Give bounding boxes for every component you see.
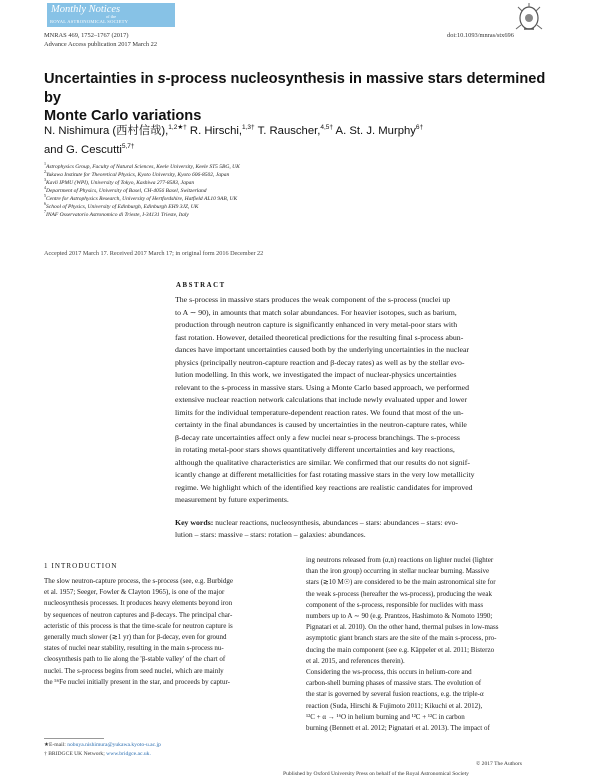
- affil-num: 7: [44, 209, 46, 214]
- affil-text: INAF Osservatorio Astronomico di Trieste, I-34131 Trieste, Italy: [46, 211, 189, 218]
- body-line: than the iron group) occurring in stellar nuclear burning. Massive: [306, 567, 490, 576]
- affil-text: Centre for Astrophysics Research, University of Hertfordshire, Hatfield AL10 9AB, UK: [46, 195, 238, 202]
- abstract-line: production through neutron capture is significantly enhanced in very metal-poor stars with: [175, 320, 458, 329]
- footnote-divider: [44, 738, 104, 739]
- body-line: acteristic of this process is that the time-scale for neutron capture is: [44, 621, 233, 630]
- author-name: and G. Cescutti: [44, 144, 122, 156]
- affil-num: 5: [44, 193, 46, 198]
- affil-num: 3: [44, 177, 46, 182]
- author-sup: 5,7†: [121, 143, 135, 151]
- body-line: by sequences of neutron captures and β-decays. The principal char-: [44, 610, 233, 619]
- body-line: generally much slower (≳1 yr) than for β-decay, even for ground: [44, 633, 227, 642]
- affil-text: Kavli IPMU (WPI), University of Tokyo, Kashiwa 277-8583, Japan: [46, 179, 195, 186]
- affiliation: [44, 208, 374, 219]
- email-label: ★E-mail:: [44, 742, 68, 748]
- body-line: burning (Bennett et al. 2012; Pignatari et al. 2013). The impact of: [306, 724, 490, 733]
- title-italic: s: [157, 71, 166, 87]
- abstract-line: extensive nuclear reaction network calculations that include newly evaluated upper and lower: [175, 395, 468, 404]
- abstract-line: dances have important uncertainties caused both by the underlying uncertainties in the nuclear: [175, 345, 470, 354]
- affil-text: Astrophysics Group, Faculty of Natural Sciences, Keele University, Keele ST5 5BG, UK: [46, 163, 240, 170]
- advance-access: Advance Access publication 2017 March 22: [44, 41, 158, 48]
- affil-num: 2: [44, 169, 46, 174]
- abstract-body: [175, 294, 551, 507]
- abstract-line: measurement by future experiments.: [175, 495, 289, 504]
- affil-text: Yukawa Institute for Theoretical Physics, Kyoto University, Kyoto 606-8502, Japan: [46, 171, 230, 178]
- body-line: cleosynthesis path to lie along the 'β-stable valley' of the chart of: [44, 655, 226, 664]
- author-sup: 1,3†: [242, 124, 255, 132]
- body-line: component of the s-process, responsible for nuclides with mass: [306, 600, 484, 609]
- author-name: R. Hirschi,: [186, 125, 242, 137]
- abstract-line: certainty in the final abundances is caused by uncertainties in the neutron-capture rates, while: [175, 420, 467, 429]
- body-line: nucleosynthesis processes. It produces heavy elements beyond iron: [44, 599, 233, 608]
- body-line: nuclei. The s-process begins from seed nuclei, which are mainly: [44, 666, 224, 675]
- paper-title: [44, 70, 554, 126]
- body-line: ing neutrons released from (α,n) reactions on lighter nuclei (lighter: [306, 556, 494, 564]
- affil-num: 6: [44, 201, 46, 206]
- author-sup: 6†: [415, 124, 424, 132]
- section-heading: 1 INTRODUCTION: [44, 562, 118, 570]
- received-dates: Accepted 2017 March 17. Received 2017 March 17; in original form 2016 December 22: [44, 250, 264, 257]
- keywords: [175, 517, 551, 541]
- body-line: reaction (Suda, Hirschi & Fujimoto 2011; Kikuchi et al. 2012),: [306, 701, 483, 710]
- email-link[interactable]: nobuya.nishimura@yukawa.kyoto-u.ac.jp: [67, 742, 161, 748]
- body-line: Considering the ws-process, this occurs in helium-core and: [306, 668, 472, 677]
- affil-text: School of Physics, University of Edinburgh, Edinburgh EH9 3JZ, UK: [46, 203, 199, 210]
- logo-of: of the: [105, 14, 117, 19]
- left-column: [44, 576, 290, 688]
- abstract-line: lution modelling. In this work, we investigated the impact of nuclear-physics uncertainties: [175, 370, 457, 379]
- society-seal-icon: [512, 3, 546, 33]
- doi-link[interactable]: doi:10.1093/mnras/stx696: [447, 32, 514, 39]
- abstract-line: although the qualitative characteristics are similar. We confirmed that our results do not signif-: [175, 457, 470, 467]
- body-line: ducing the main component (see e.g. Käppeler et al. 2011; Bisterzo: [306, 645, 495, 654]
- citation: MNRAS 469, 1752–1767 (2017): [44, 32, 129, 39]
- logo-title: Monthly Notices: [51, 4, 121, 15]
- footnote-email: [44, 742, 161, 748]
- title-line2: Monte Carlo variations: [44, 108, 202, 124]
- author-name: N. Nishimura (西村信哉),: [44, 125, 169, 137]
- publisher-line: Published by Oxford University Press on behalf of the Royal Astronomical Society: [283, 771, 469, 777]
- abstract-line: β-decay rate uncertainties affect only a few nuclei near s-process branchings. The s-process: [175, 432, 460, 442]
- title-part: -process nucleosynthesis in massive stars determined by: [44, 71, 546, 106]
- affil-num: 4: [44, 185, 46, 190]
- body-line: the weak s-process (hereafter the ws-process), producing the weak: [306, 589, 493, 598]
- abstract-line: The s-process in massive stars produces the weak component of the s-process (nuclei up: [175, 295, 451, 304]
- body-line: carbon-shell burning phases of massive stars. The evolution of: [306, 679, 482, 688]
- right-column: [306, 555, 552, 734]
- author-sup: 1,2★†: [168, 124, 187, 132]
- body-line: asymptotic giant branch stars are the site of the main s-process, pro-: [306, 634, 497, 643]
- author-name: A. St. J. Murphy: [333, 125, 416, 137]
- abstract-line: regime. We highlight which of the identified key reactions are realistic candidates for improved: [175, 482, 473, 492]
- body-line: states of nuclei near stability, resulting in the main s-process nu-: [44, 644, 224, 653]
- body-line: stars (≳10 M☉) are considered to be the main astronomical site for: [306, 578, 496, 587]
- affil-num: 1: [44, 161, 46, 166]
- body-line: et al. 1957; Seeger, Fowler & Clayton 1965), is one of the major: [44, 588, 225, 597]
- abstract-line: icantly change at different metallicities for fast rotating massive stars in the very low metallicity: [175, 470, 475, 479]
- keywords-label: Key words:: [175, 518, 214, 527]
- keywords-text: nuclear reactions, nucleosynthesis, abundances – stars: abundances – stars: evo-: [215, 518, 458, 527]
- author-list: [44, 122, 554, 160]
- abstract-line: limits for the individual temperature-dependent reaction rates. We found that most of the un-: [175, 407, 464, 417]
- network-label: † BRIDGCE UK Network;: [44, 751, 107, 757]
- logo-society: ROYAL ASTRONOMICAL SOCIETY: [50, 19, 129, 24]
- title-part: Uncertainties in: [44, 71, 158, 87]
- body-line: the star is governed by several fusion reactions, e.g. the triple-α: [306, 690, 484, 699]
- body-line: et al. 2015, and references therein).: [306, 656, 405, 665]
- body-line: Pignatari et al. 2010). On the other hand, thermal pulses in low-mass: [306, 623, 499, 632]
- body-line: numbers up to A ∼ 90 (e.g. Prantzos, Hashimoto & Nomoto 1990;: [306, 612, 493, 621]
- abstract-line: to A ∼ 90), in amounts that match solar abundances. For heavier isotopes, such as barium,: [175, 307, 457, 317]
- abstract-line: in rotating metal-poor stars shows quantitatively different uncertainties and key reactions,: [175, 445, 455, 454]
- author-name: T. Rauscher,: [254, 125, 321, 137]
- author-sup: 4,5†: [320, 124, 334, 132]
- journal-logo: [47, 3, 175, 27]
- network-link[interactable]: www.bridgce.ac.uk.: [106, 751, 151, 757]
- body-line: the ⁵⁶Fe nuclei initially present in the star, and proceeds by captur-: [44, 677, 231, 686]
- abstract-line: fast rotation. However, detailed theoretical predictions for the resulting final s-process abun-: [175, 332, 464, 342]
- affil-text: Department of Physics, University of Basel, CH-4056 Basel, Switzerland: [46, 187, 207, 194]
- abstract-heading: ABSTRACT: [176, 282, 226, 289]
- keywords-text: lution – stars: massive – stars: rotation – galaxies: abundances.: [175, 530, 366, 539]
- body-line: ¹²C + α → ¹⁶O in helium burning and ¹²C + ¹²C in carbon: [306, 712, 465, 721]
- copyright: © 2017 The Authors: [476, 761, 522, 767]
- abstract-line: physics (principally neutron-capture reaction and β-decay rates) as well as by the stellar evo-: [175, 357, 465, 367]
- body-line: The slow neutron-capture process, the s-process (see, e.g. Burbidge: [44, 577, 233, 585]
- abstract-line: relevant to the s-process in massive stars. Using a Monte Carlo based approach, we performed: [175, 382, 470, 392]
- footnote-network: [44, 751, 151, 757]
